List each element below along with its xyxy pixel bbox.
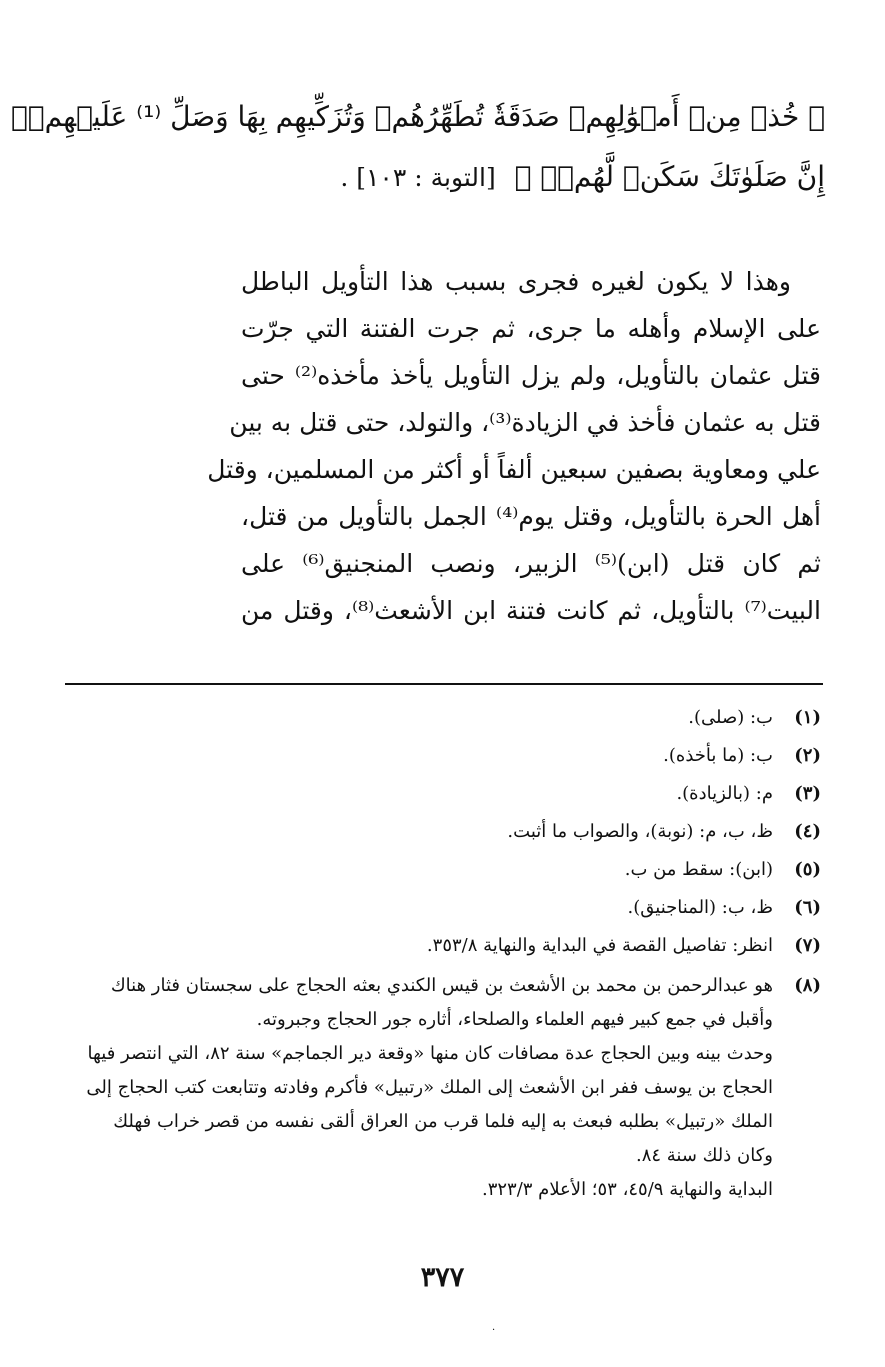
footnote-text: (ابن): سقط من ب. — [624, 859, 773, 880]
paragraph-line: وهذا لا يكون لغيره فجرى بسبب هذا التأويل الباطل — [241, 267, 791, 296]
footnotes — [75, 703, 821, 1207]
footnote-number: (٦) — [794, 897, 821, 918]
quran-verse-line-1 — [10, 100, 825, 133]
quran-verse-line-2 — [185, 160, 825, 193]
footnote-text: ظ، ب: (المناجنيق). — [627, 897, 773, 918]
paragraph-line: علي ومعاوية بصفين سبعين ألفاً أو أكثر من المسلمين، وقتل — [207, 455, 821, 484]
footnote-text: ب: (ما بأخذه). — [663, 745, 773, 766]
footnote-6 — [75, 893, 821, 931]
footnote-3 — [75, 779, 821, 817]
footnote-8-continuation: وحدث بينه وبين الحجاج عدة مصافات كان منها «وقعة دير الجماجم» سنة ٨٢، التي انتصر فيها الحجاج بن يوسف ففر ابن الأشعث إلى الملك «رتبيل» فأكرم وفادته وتتابعت كتب الحجاج إلى الملك «رتبيل» بطلبه فبعث به إليه فلما قرب من العراق ألقى نفسه من قصر خراب فهلك وكان ذلك سنة ٨٤. — [86, 1043, 773, 1166]
verse-text-2: إِنَّ صَلَوٰتَكَ سَكَنٞ لَّهُمۡۗ ﴾ — [514, 160, 825, 193]
footnote-number: (١) — [794, 707, 821, 728]
verse-text-1: ﴿ خُذۡ مِنۡ أَمۡوَٰلِهِمۡ صَدَقَةٗ تُطَهِّرُهُمۡ وَتُزَكِّيهِم بِهَا وَصَلِّ ⁽¹⁾ عَلَيۡهِمۡۖ — [10, 100, 825, 133]
main-paragraph — [207, 262, 822, 638]
paragraph-line: قتل عثمان بالتأويل، ولم يزل التأويل يأخذ مأخذه⁽²⁾ حتى — [241, 361, 821, 390]
footnote-number: (٣) — [794, 783, 821, 804]
footnote-number: (٨) — [794, 975, 821, 996]
paragraph-line: على الإسلام وأهله ما جرى، ثم جرت الفتنة التي جرّت — [241, 314, 821, 343]
paragraph-line: البيت⁽⁷⁾ بالتأويل، ثم كانت فتنة ابن الأشعث⁽⁸⁾، وقتل من — [241, 596, 821, 625]
footnote-7 — [75, 931, 821, 969]
footnote-2 — [75, 741, 821, 779]
footnote-5 — [75, 855, 821, 893]
footnote-number: (٧) — [794, 935, 821, 956]
footnote-text: ب: (صلى). — [688, 707, 773, 728]
paragraph-line: قتل به عثمان فأخذ في الزيادة⁽³⁾، والتولد، حتى قتل به بين — [229, 408, 821, 437]
page-dot: · — [492, 1325, 496, 1336]
footnote-1 — [75, 703, 821, 741]
footnote-text: انظر: تفاصيل القصة في البداية والنهاية ٣٥٣/٨. — [426, 935, 773, 956]
page-number: ٣٧٧ — [420, 1262, 465, 1293]
verse-citation: [التوبة : ١٠٣] . — [340, 163, 496, 192]
footnote-text: م: (بالزيادة). — [676, 783, 773, 804]
footnote-text: ظ، ب، م: (نوبة)، والصواب ما أثبت. — [507, 821, 773, 842]
footnote-8 — [75, 969, 821, 1207]
footnote-text: هو عبدالرحمن بن محمد بن الأشعث بن قيس الكندي بعثه الحجاج على سجستان فثار هناك وأقبل في جمع كبير فيهم العلماء والصلحاء، أثاره جور الحجاج وجبروته. — [110, 975, 773, 1030]
footnote-number: (٤) — [794, 821, 821, 842]
footnote-4 — [75, 817, 821, 855]
footnote-separator — [65, 683, 823, 685]
footnote-number: (٢) — [794, 745, 821, 766]
footnote-number: (٥) — [794, 859, 821, 880]
footnote-8-reference: البداية والنهاية ٤٥/٩، ٥٣؛ الأعلام ٣٢٣/٣. — [481, 1179, 773, 1200]
paragraph-line: ثم كان قتل (ابن)⁽⁵⁾ الزبير، ونصب المنجنيق⁽⁶⁾ على — [241, 549, 821, 578]
paragraph-line: أهل الحرة بالتأويل، وقتل يوم⁽⁴⁾ الجمل بالتأويل من قتل، — [241, 502, 822, 531]
